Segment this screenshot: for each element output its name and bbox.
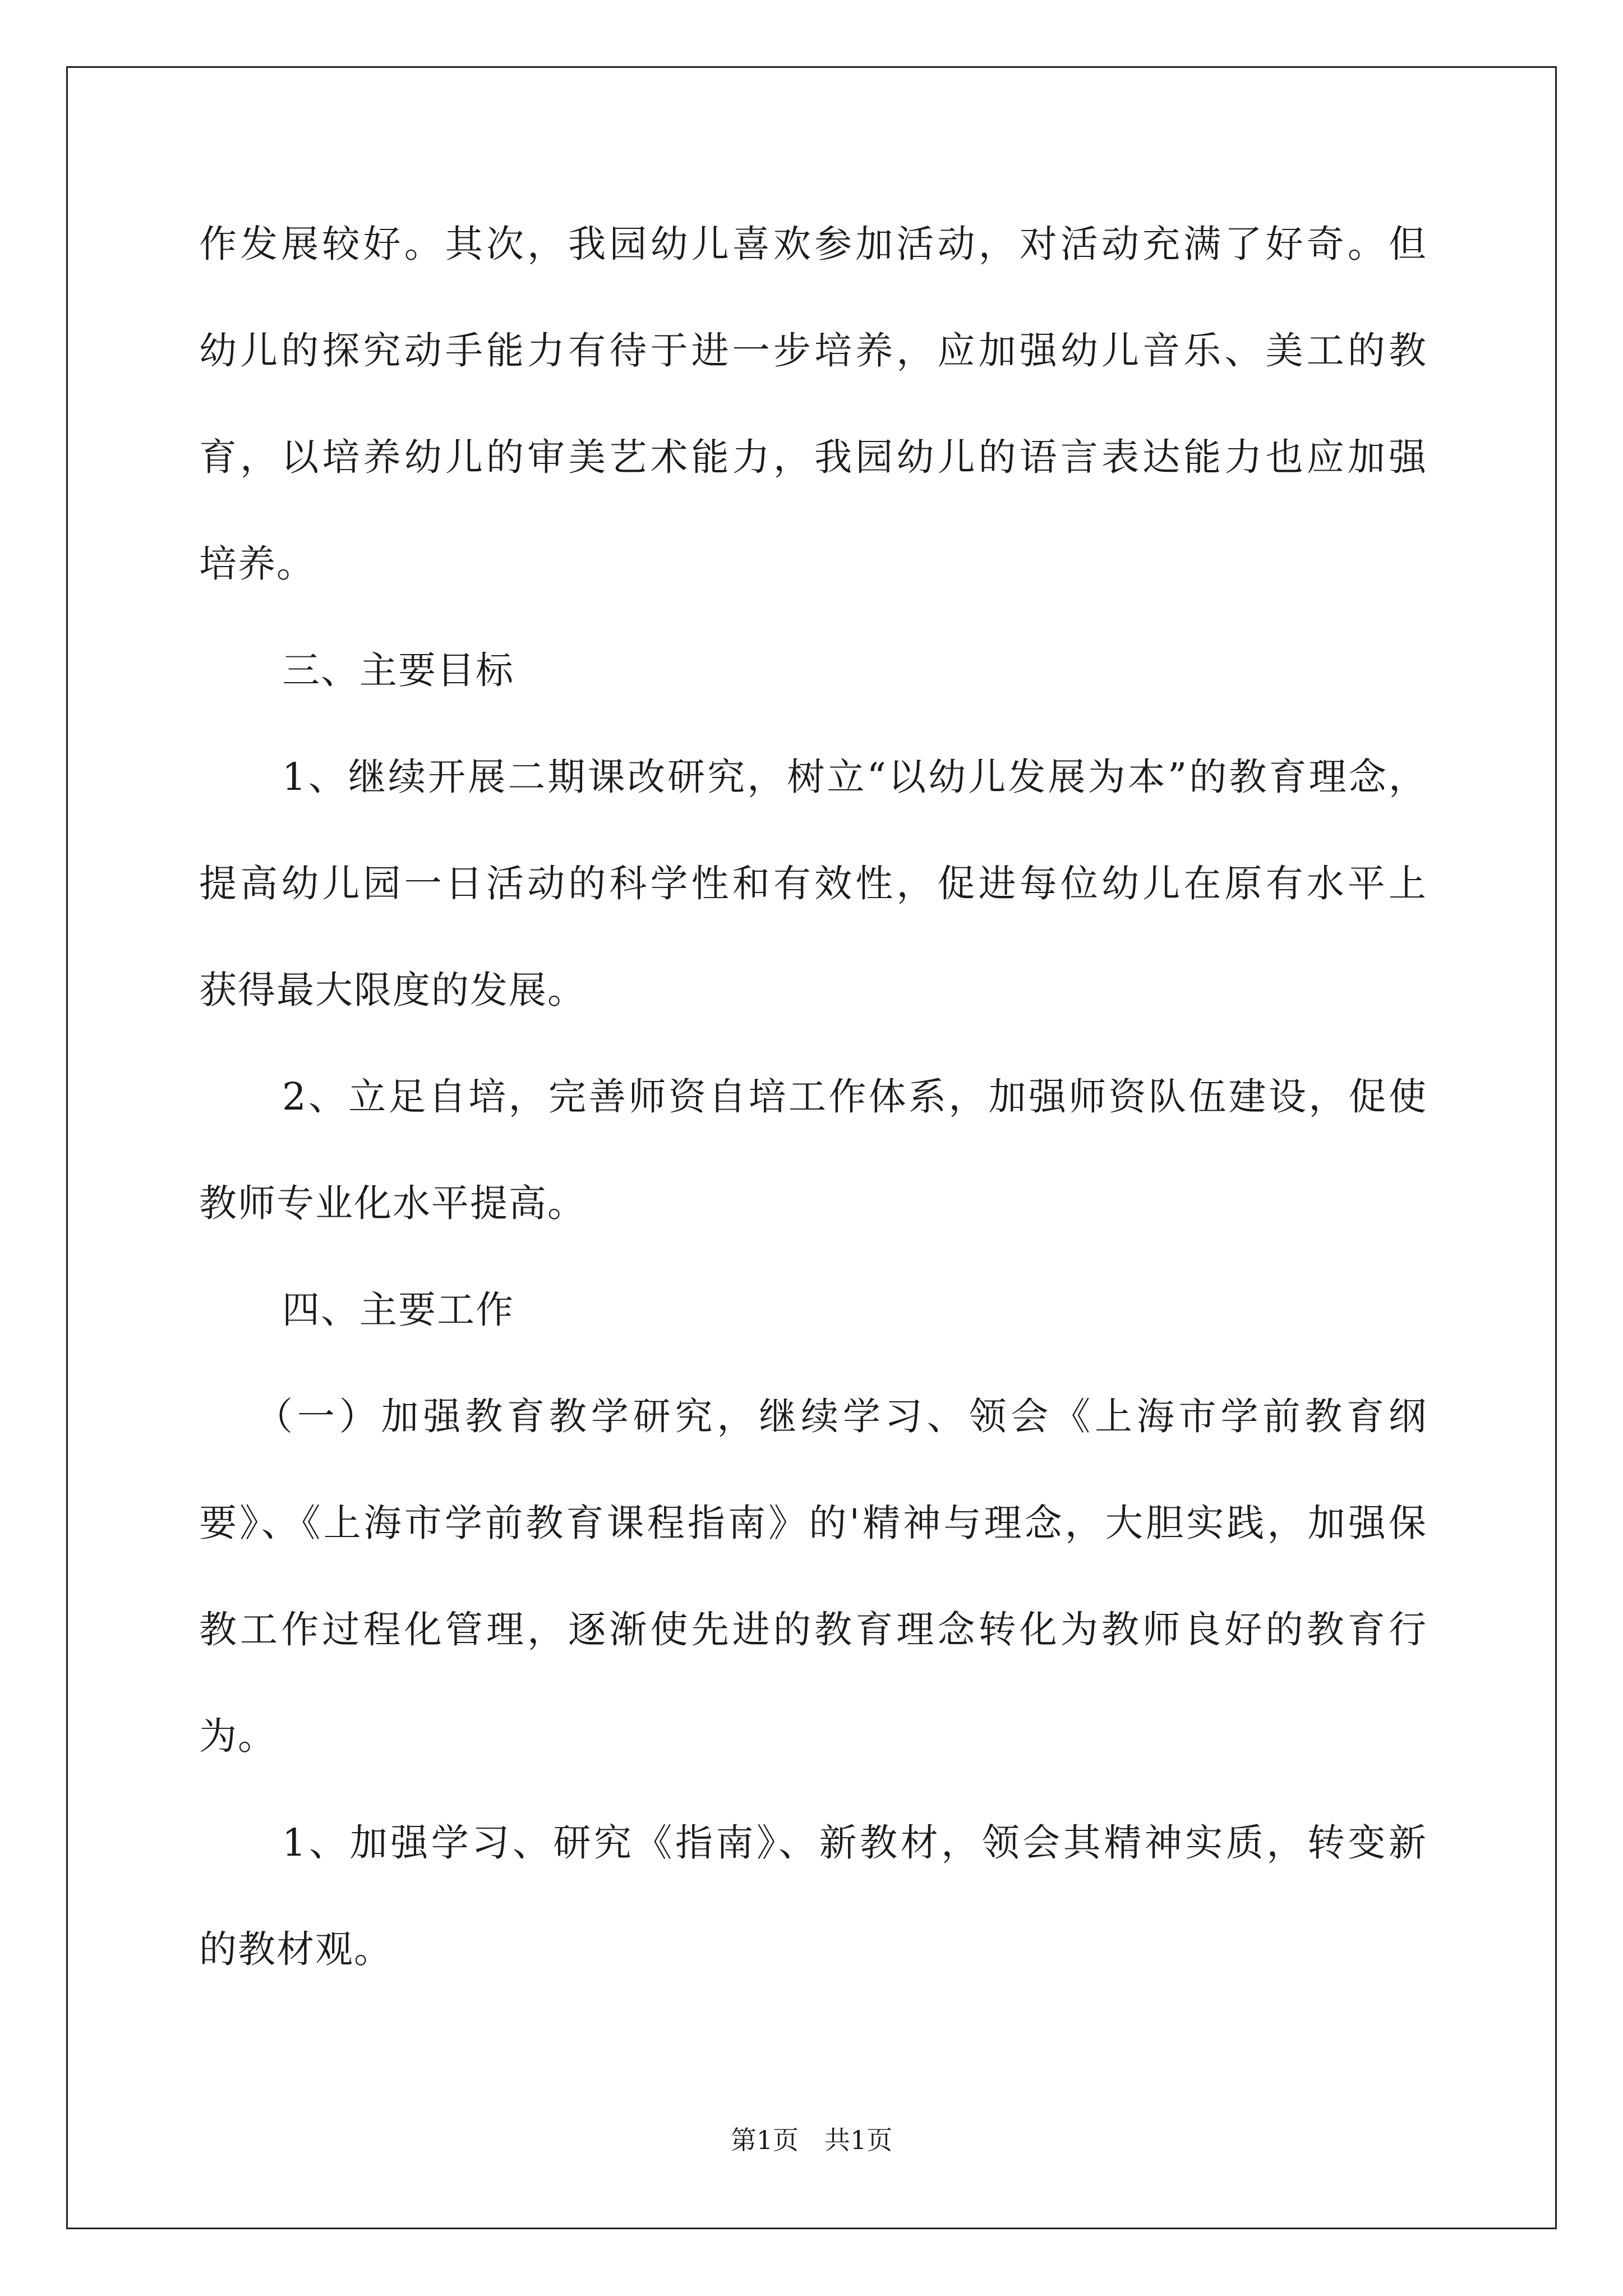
text-line: 的教材观。 [199, 1927, 393, 1971]
paragraph-work-1 [199, 1388, 1427, 1764]
paragraph-intro [199, 216, 1427, 592]
text-line: 2、立足自培，完善师资自培工作体系，加强师资队伍建设，促使 [282, 1075, 1427, 1119]
text-line: 1、加强学习、研究《指南》、新教材，领会其精神实质，转变新 [282, 1821, 1427, 1865]
page-footer [0, 2123, 1623, 2157]
page-number: 第1页 共1页 [730, 2125, 893, 2155]
section-heading-goals [199, 642, 1427, 698]
text-line: 育，以培养幼儿的审美艺术能力，我园幼儿的语言表达能力也应加强 [199, 435, 1427, 479]
heading-text: 三、主要目标 [282, 648, 514, 692]
paragraph-goal-2 [199, 1069, 1427, 1231]
text-line: 1、继续开展二期课改研究，树立“以幼儿发展为本”的教育理念， [282, 755, 1427, 799]
text-line: 教师专业化水平提高。 [199, 1181, 586, 1225]
text-line: 教工作过程化管理，逐渐使先进的教育理念转化为教师良好的教育行 [199, 1608, 1427, 1651]
text-line: 作发展较好。其次，我园幼儿喜欢参加活动，对活动充满了好奇。但 [199, 222, 1427, 266]
text-line: 要》、《上海市学前教育课程指南》的'精神与理念，大胆实践，加强保 [199, 1501, 1427, 1545]
heading-text: 四、主要工作 [282, 1288, 514, 1332]
paragraph-goal-1 [199, 749, 1427, 1018]
text-line: 获得最大限度的发展。 [199, 968, 586, 1012]
text-line: 培养。 [199, 542, 315, 586]
text-line: （一）加强教育教学研究，继续学习、领会《上海市学前教育纲 [255, 1395, 1427, 1438]
text-line: 提高幼儿园一日活动的科学性和有效性，促进每位幼儿在原有水平上 [199, 862, 1427, 905]
text-line: 为。 [199, 1714, 276, 1758]
paragraph-work-1-1 [199, 1815, 1427, 1977]
document-body [199, 216, 1427, 1977]
text-line: 幼儿的探究动手能力有待于进一步培养，应加强幼儿音乐、美工的教 [199, 329, 1427, 372]
section-heading-work [199, 1282, 1427, 1338]
